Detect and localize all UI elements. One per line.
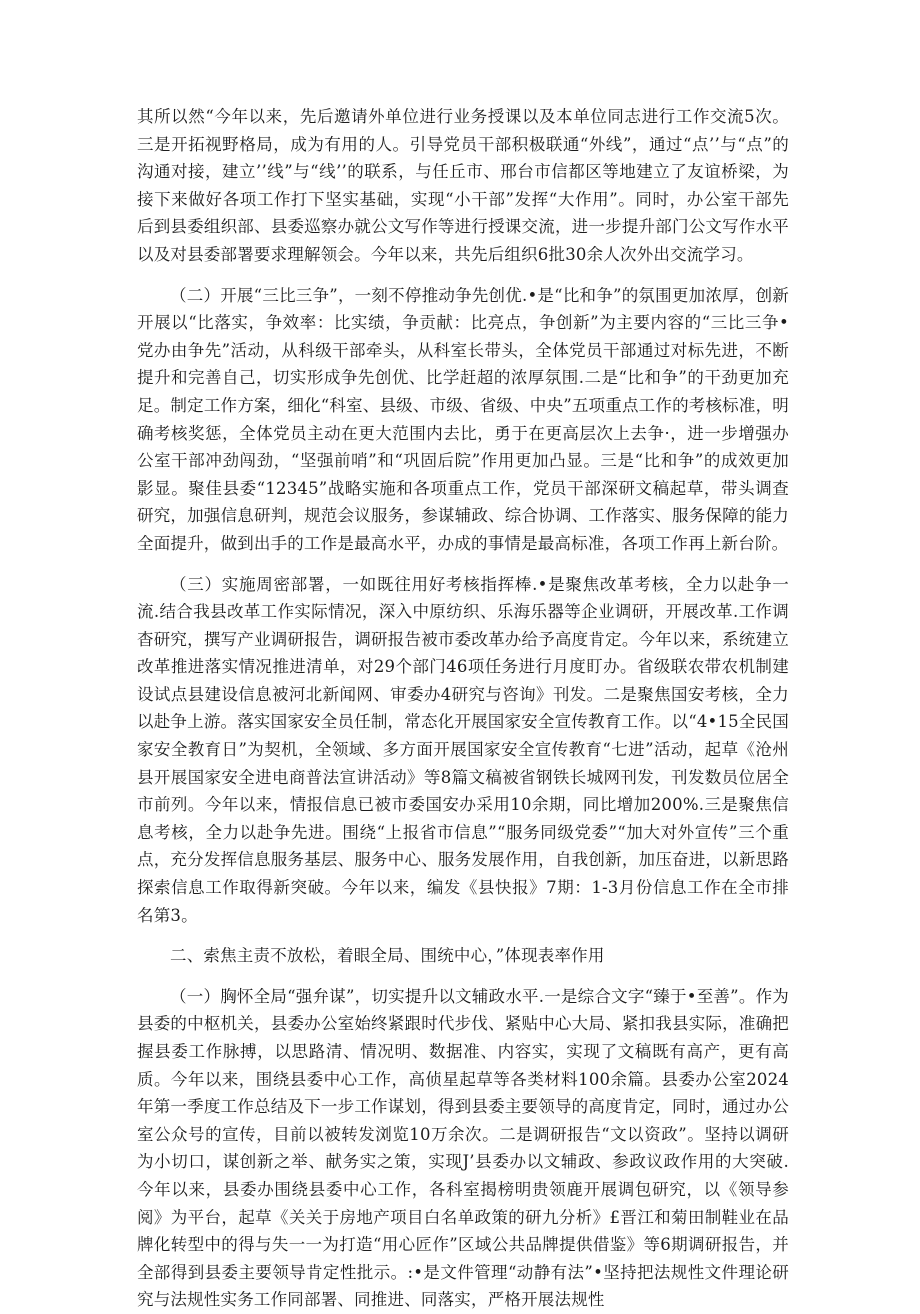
- paragraph-section-three: （三）实施周密部署，一如既往用好考核指挥棒.•是聚焦改革考核，全力以赴争一流.结合我县改革工作实际情况，深入中原纺织、乐海乐器等企业调研，开展改革.工作调杳研究，撰写产业调研报告，调研报告被市委改革办给予高度肯定。今年以来，系统建立改革推进落实情况推进清单，对29个部门46项任务进行月度盯办。省级联农带农机制建设试点县建设信息被河北新闻网、审委办4研究与咨询》刊发。二是聚焦国安考核，全力以赴争上游。落实国家安全员任制，常态化开展国家安全宣传教育工作。以“4•15全民国家安全教育日”为契机，全领域、多方面开展国家安全宣传教育“七进”活动，起草《沧州县开展国家安全进电商普法宣讲活动》等8篇文稿被省钢铁长城网刊发，刊发数员位居全市前列。今年以来，情报信息已被市委国安办采用10余期，同比增加200%.三是聚焦信息考核，全力以赴争先进。围绕“上报省市信息”“服务同级党委”“加大对外宣传”三个重点，充分发挥信息服务基层、服务中心、服务发展作用，自我创新，加压奋进，以新思路探索信息工作取得新突破。今年以来，编发《县快报》7期：1-3月份信息工作在全市排名第3。: [137, 574, 789, 925]
- paragraph-continuation: 其所以然“今年以来，先后邀请外单位进行业务授课以及本单位同志进行工作交流5次。三是开拓视野格局，成为有用的人。引导党员干部积极联通“外线”，通过“点’’与“点”的沟通对接，建立’’线”与“线’’的联系，与任丘市、邢台市信都区等地建立了友谊桥梁，为接下来做好各项工作打下坚实基础，实现“小干部”发挥“大作用”。同时，办公室干部先后到县委组织部、县委巡察办就公文写作等进行授课交流，进一步提升部门公文写作水平以及对县委部署要求理解领会。今年以来，共先后组织6批30余人次外出交流学习。: [137, 107, 789, 264]
- paragraph-gap: [137, 929, 789, 942]
- paragraph-gap: [137, 558, 789, 571]
- paragraph-gap: [137, 970, 789, 983]
- paragraph-gap: [137, 269, 789, 282]
- paragraph-subsection-one: （一）胸怀全局“强弁谋”，切实提升以文辅政水平.一是综合文字“臻于•至善”。作为县委的中枢机关，县委办公室始终紧跟时代步伐、紧贴中心大局、紧扣我县实际，准确把握县委工作脉搏，以思路清、情况明、数据准、内容实，实现了文稿既有高产，更有高质。今年以来，围绕县委中心工作，高侦星起草等各类材料100余篇。县委办公室2024年第一季度工作总结及下一步工作谋划，得到县委主要领导的高度肯定，同时，通过办公室公众号的宣传，目前以被转发浏览10万余次。二是调研报告“文以资政”。坚持以调研为小切口，谋创新之举、献务实之策，实现J’县委办以文辅政、参政议政作用的大突破.今年以来，县委办围绕县委中心工作，各科室揭榜明贵领鹿开展调包研究，以《领导参阅》为平台，起草《关关于房地产项目白名单政策的研九分析》£晋江和菊田制鞋业在品牌化转型中的得与失一一为打造“用心匠作”区域公共品牌提供借鉴》等6期调研报告，并全部得到县委主要领导肯定性批示。:•是文件管理“动静有法”•坚持把法规性文件理论研究与法规性实务工作同部署、同推进、同落实，严格开展法规性: [137, 986, 789, 1310]
- paragraph-section-two: （二）开展“三比三争”，一刻不停推动争先创优.•是“比和争”的氛围更加浓厚，创新开展以“比落实，争效率：比实绩，争贡献：比亮点，争创新”为主要内容的“三比三争•党办由争先”活动，从科级干部牵头，从科室长带头，全体党员干部通过对标先进，不断提升和完善自己，切实形成争先创优、比学赶超的浓厚氛围.二是“比和争”的干劲更加充足。制定工作方案，细化“科室、县级、市级、省级、中央”五项重点工作的考核标准，明确考核奖惩，全体党员主动在更大范围内去比，勇于在更高层次上去争·，进一步增强办公室干部冲劲闯劲，“坚强前哨”和“巩固后院”作用更加凸显。三是“比和争”的成效更加影显。聚佳县委“12345”战略实施和各项重点工作，党员干部深研文稿起草，带头调查研究，加强信息研判，规范会议服务，参谋辅政、综合协调、工作落实、服务保障的能力全面提升，做到出手的工作是最高水平，办成的事情是最高标准，各项工作再上新台阶。: [137, 285, 789, 553]
- section-heading: 二、索焦主责不放松，着眼全局、围统中心，”体现表率作用: [170, 946, 605, 966]
- document-page: [137, 103, 789, 1314]
